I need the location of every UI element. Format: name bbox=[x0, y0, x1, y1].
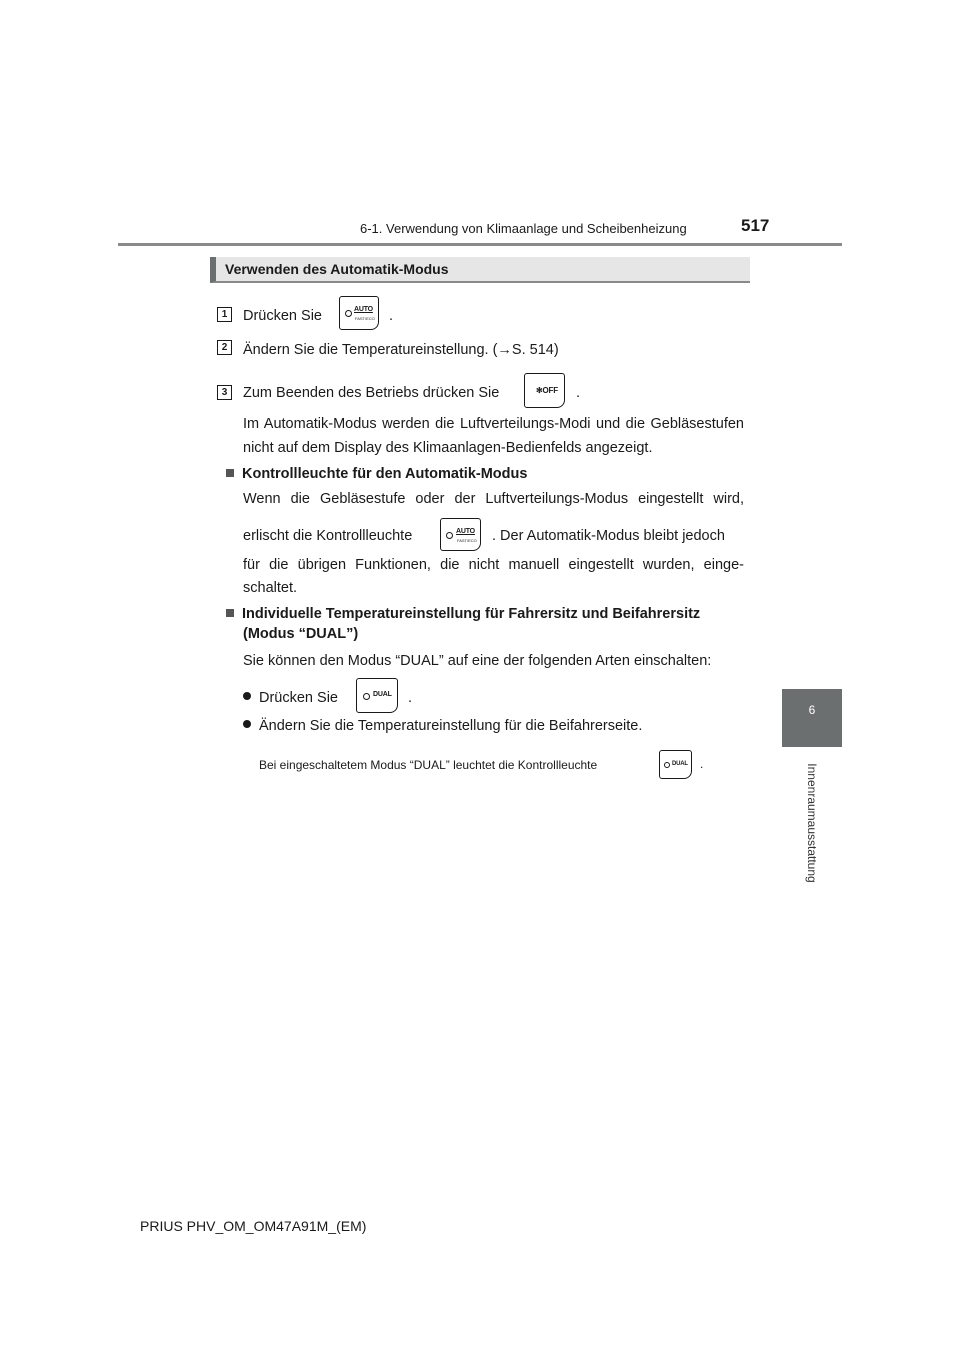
footer-doc-id: PRIUS PHV_OM_OM47A91M_(EM) bbox=[140, 1218, 367, 1234]
note-dual-footnote-period: . bbox=[700, 757, 704, 771]
note-kontroll-title: Kontrollleuchte für den Automatik-Modus bbox=[226, 462, 527, 487]
intro-line-1: Im Automatik-Modus werden die Luftverteilungs-Modi und die Gebläsestufen bbox=[243, 416, 744, 432]
note-dual-intro: Sie können den Modus “DUAL” auf eine der folgenden Arten einschalten: bbox=[243, 653, 712, 669]
note-dual-title: Individuelle Temperatureinstellung für Fahrersitz und Beifahrersitz bbox=[226, 602, 700, 627]
note-dual-bullet-1-period: . bbox=[408, 690, 413, 706]
step-2-text: Ändern Sie die Temperatureinstellung. (→S. 514) bbox=[243, 342, 559, 358]
step-number-3: 3 bbox=[217, 385, 232, 400]
note-dual-title-2: (Modus “DUAL”) bbox=[243, 626, 359, 642]
note-dual-bullet-1: Drücken Sie bbox=[243, 688, 338, 708]
auto-button-icon: AUTO FAST/ECO bbox=[339, 296, 379, 330]
intro-line-2: nicht auf dem Display des Klimaanlagen-Bedienfelds angezeigt. bbox=[243, 440, 653, 456]
chapter-tab bbox=[782, 689, 842, 747]
round-bullet-icon bbox=[243, 720, 251, 728]
header-rule bbox=[118, 243, 842, 246]
note-kontroll-line-3: für die übrigen Funktionen, die nicht manuell eingestellt wurden, einge- bbox=[243, 557, 744, 573]
step-3-period: . bbox=[576, 385, 581, 401]
fan-off-button-icon: ✻OFF bbox=[524, 373, 565, 408]
section-heading: Verwenden des Automatik-Modus bbox=[210, 257, 750, 283]
note-kontroll-line-4: schaltet. bbox=[243, 580, 297, 596]
note-kontroll-line-1: Wenn die Gebläsestufe oder der Luftverteilungs-Modus eingestellt wird, bbox=[243, 491, 744, 507]
page-number: 517 bbox=[741, 216, 770, 235]
step-3-text: Zum Beenden des Betriebs drücken Sie bbox=[243, 385, 500, 401]
chapter-number: 6 bbox=[808, 703, 816, 717]
note-kontroll-line-2a: erlischt die Kontrollleuchte bbox=[243, 528, 413, 544]
square-bullet-icon bbox=[226, 469, 234, 477]
step-1-period: . bbox=[389, 308, 394, 324]
square-bullet-icon bbox=[226, 609, 234, 617]
auto-button-icon: AUTO FAST/ECO bbox=[440, 518, 481, 551]
dual-button-icon: DUAL bbox=[659, 750, 692, 779]
dual-button-icon: DUAL bbox=[356, 678, 398, 713]
step-1-text: Drücken Sie bbox=[243, 308, 322, 324]
chapter-label: Innenraumausstattung bbox=[805, 763, 819, 883]
note-dual-footnote: Bei eingeschaltetem Modus “DUAL” leuchtet die Kontrollleuchte bbox=[259, 758, 598, 772]
step-number-1: 1 bbox=[217, 307, 232, 322]
note-kontroll-line-2b: . Der Automatik-Modus bleibt jedoch bbox=[492, 528, 725, 544]
header-section-title: 6-1. Verwendung von Klimaanlage und Scheibenheizung bbox=[360, 221, 687, 236]
note-dual-bullet-2: Ändern Sie die Temperatureinstellung für die Beifahrerseite. bbox=[243, 716, 642, 736]
round-bullet-icon bbox=[243, 692, 251, 700]
step-number-2: 2 bbox=[217, 340, 232, 355]
